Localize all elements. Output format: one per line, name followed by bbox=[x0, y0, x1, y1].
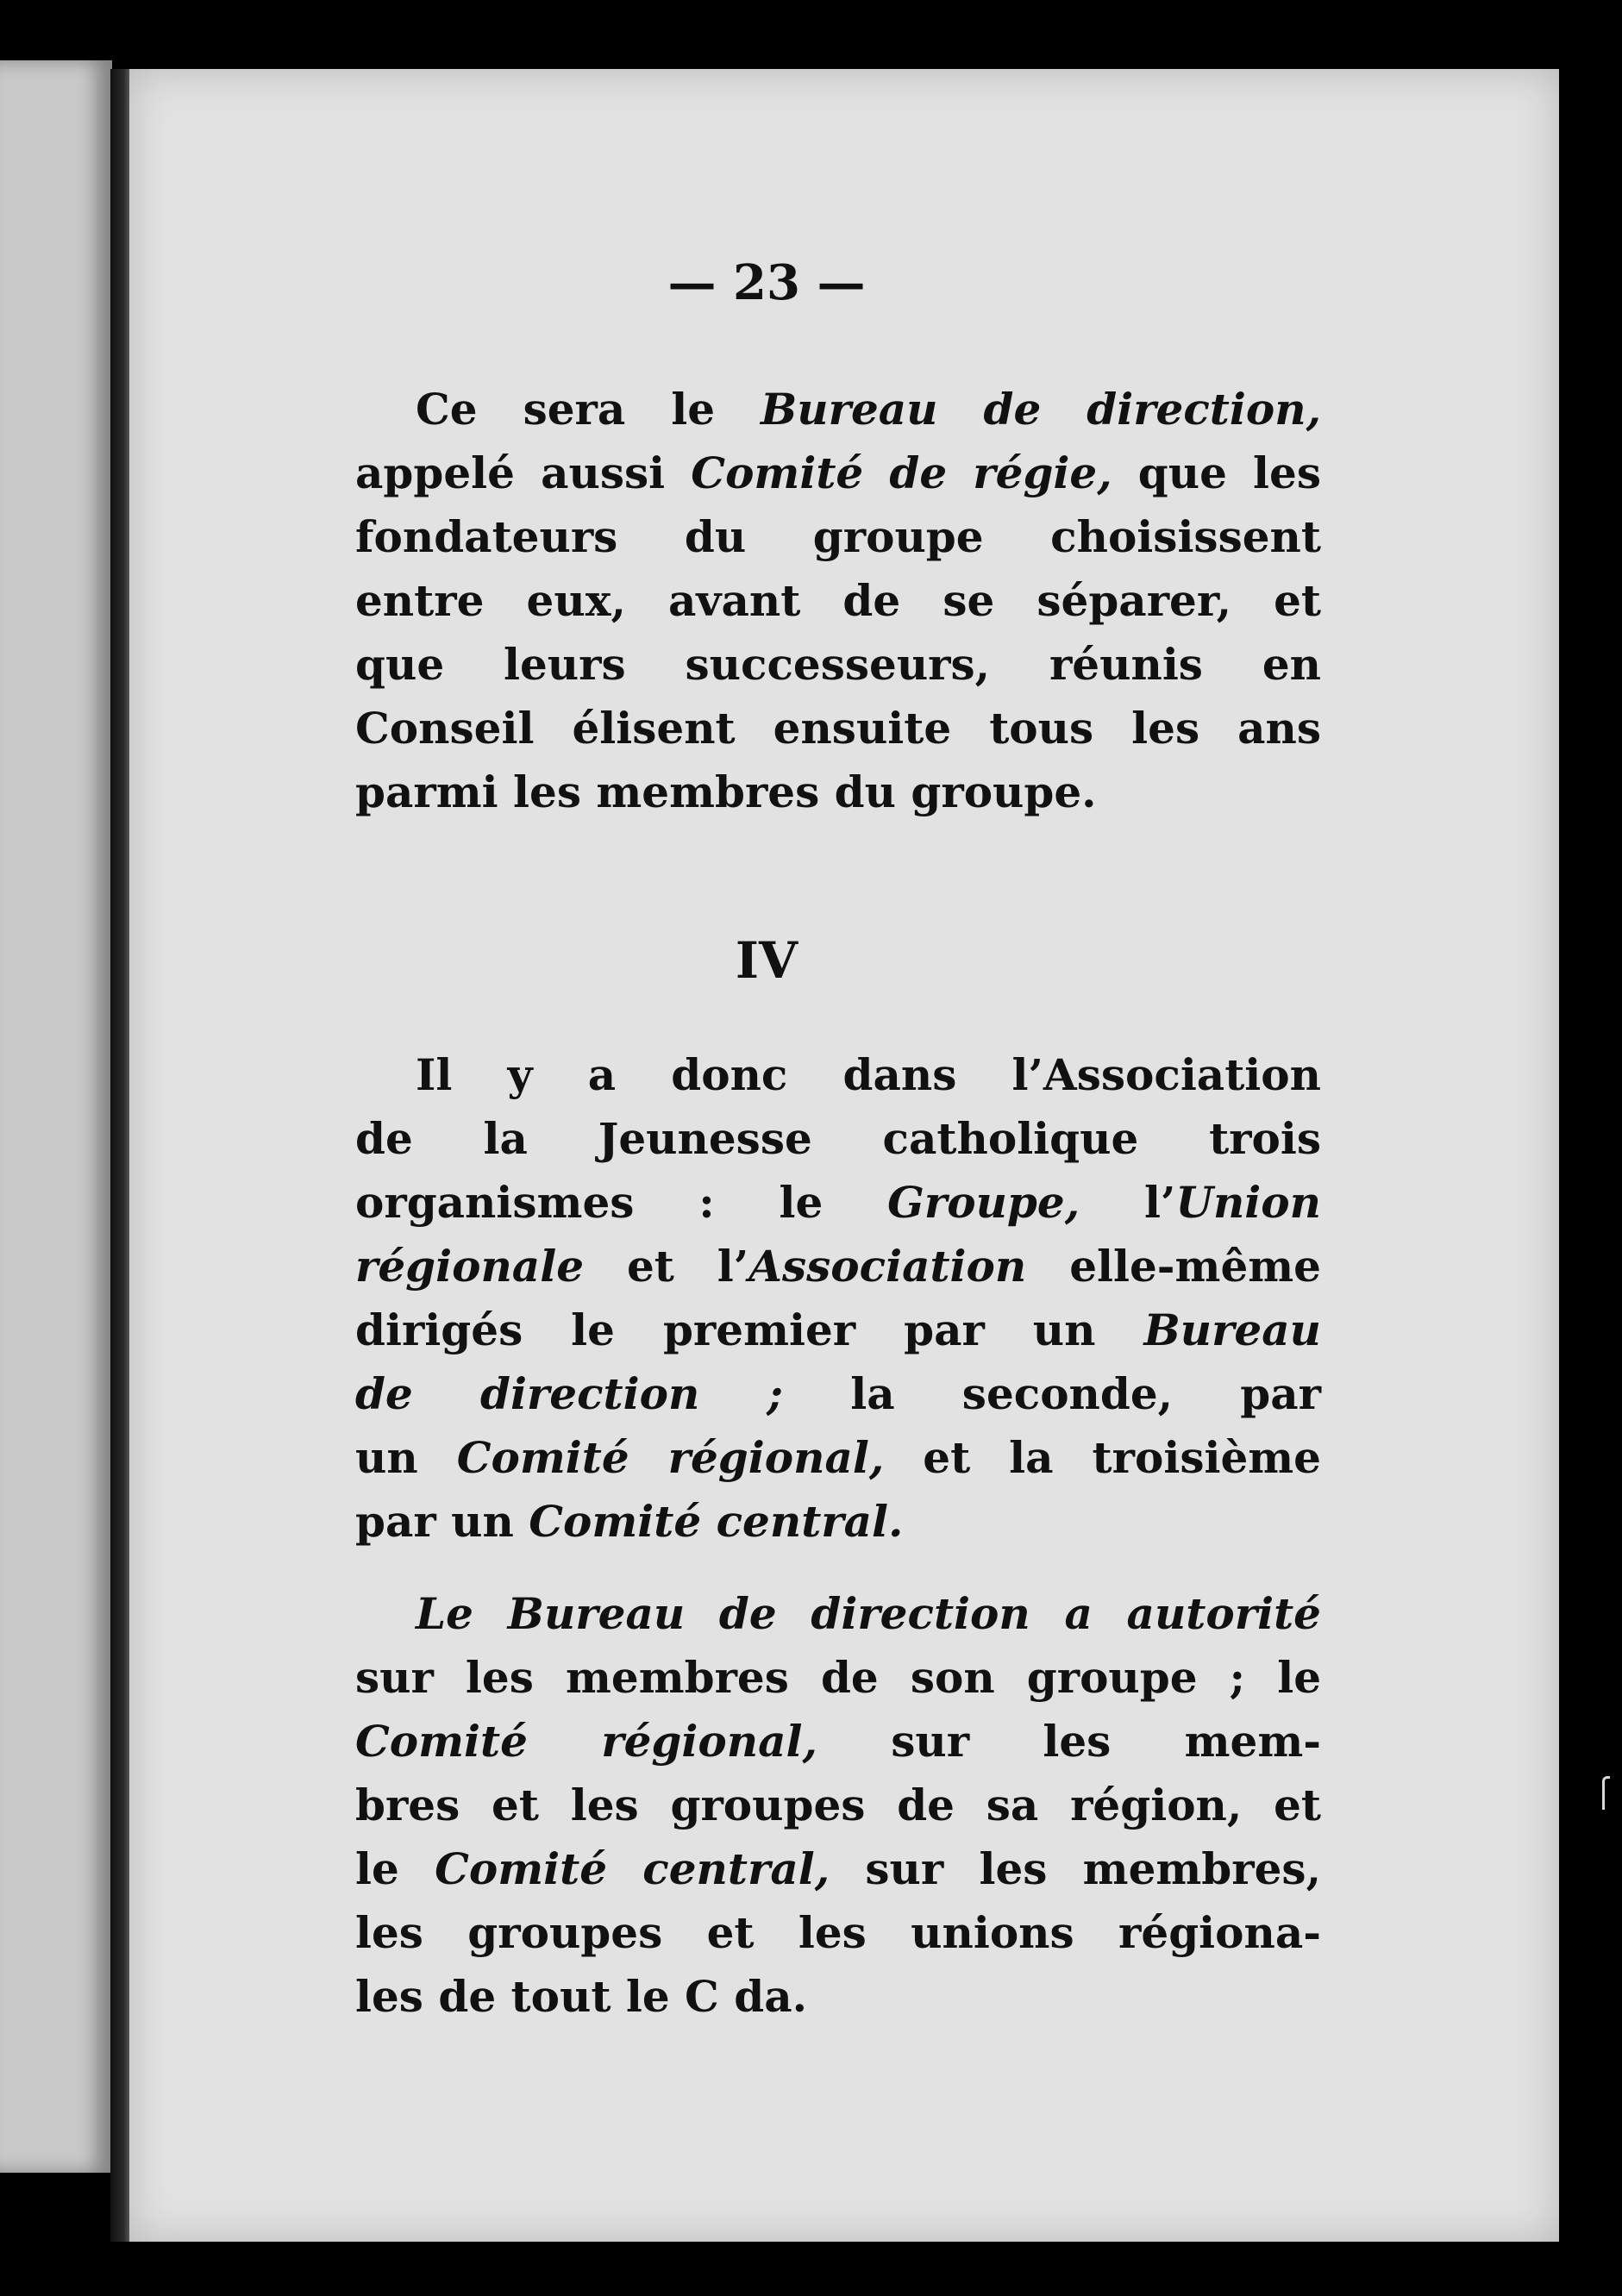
text-line bbox=[355, 1774, 1321, 1837]
text-line bbox=[355, 760, 1321, 824]
italic-text: de direction ; bbox=[355, 1368, 783, 1419]
facing-page-edge bbox=[0, 60, 112, 2173]
text-run: Conseil élisent ensuite tous les ans bbox=[355, 703, 1321, 754]
italic-text: Association bbox=[748, 1241, 1027, 1292]
text-run: parmi les membres du groupe. bbox=[355, 766, 1097, 817]
text-line bbox=[355, 1837, 1321, 1901]
text-run: sur les membres de son groupe ; le bbox=[355, 1652, 1321, 1703]
text-run: sur les membres, bbox=[830, 1843, 1321, 1894]
text-line bbox=[355, 1107, 1321, 1171]
text-run: Ce sera le bbox=[416, 384, 761, 435]
italic-text: Union bbox=[1175, 1177, 1321, 1228]
text-line bbox=[355, 1043, 1321, 1107]
text-line bbox=[355, 1362, 1321, 1426]
italic-text: Comité central, bbox=[435, 1843, 830, 1894]
text-run: dirigés le premier par un bbox=[355, 1304, 1144, 1355]
italic-text: Comité régional, bbox=[456, 1432, 885, 1483]
text-line bbox=[355, 697, 1321, 760]
text-run: appelé aussi bbox=[355, 447, 692, 498]
italic-text: Bureau de direction, bbox=[761, 384, 1321, 435]
text-line bbox=[355, 1582, 1321, 1646]
text-line bbox=[355, 1965, 1321, 2029]
italic-text: Groupe, bbox=[887, 1177, 1080, 1228]
text-run: elle-même bbox=[1026, 1241, 1321, 1292]
italic-text: régionale bbox=[355, 1241, 585, 1292]
text-line bbox=[355, 1235, 1321, 1298]
text-run: un bbox=[355, 1432, 457, 1483]
italic-text: Comité central. bbox=[529, 1496, 904, 1547]
text-line bbox=[355, 378, 1321, 441]
italic-text: Le Bureau de direction a autorité bbox=[416, 1588, 1321, 1639]
text-run: la seconde, par bbox=[783, 1368, 1322, 1419]
text-line bbox=[355, 1490, 1321, 1554]
text-line bbox=[355, 1298, 1321, 1362]
text-run: le bbox=[355, 1843, 435, 1894]
paragraph-1 bbox=[355, 378, 1321, 824]
text-run: l’ bbox=[1080, 1177, 1176, 1228]
text-run: les groupes et les unions régiona- bbox=[355, 1907, 1321, 1958]
text-run: et l’ bbox=[584, 1241, 749, 1292]
text-run: de la Jeunesse catholique trois bbox=[355, 1113, 1321, 1164]
text-run: organismes : le bbox=[355, 1177, 888, 1228]
text-run: sur les mem- bbox=[817, 1716, 1321, 1767]
italic-text: Comité régional, bbox=[355, 1716, 817, 1767]
text-line bbox=[355, 1901, 1321, 1965]
text-line bbox=[355, 1646, 1321, 1710]
italic-text: Comité de régie, bbox=[691, 447, 1112, 498]
text-line bbox=[355, 1171, 1321, 1235]
paragraph-3 bbox=[355, 1582, 1321, 2029]
text-run: bres et les groupes de sa région, et bbox=[355, 1780, 1321, 1830]
text-run: que leurs successeurs, réunis en bbox=[355, 639, 1321, 690]
text-run: entre eux, avant de se séparer, et bbox=[355, 575, 1321, 626]
text-line bbox=[355, 1426, 1321, 1490]
text-run: les de tout le C da. bbox=[355, 1971, 808, 2022]
text-run: que les bbox=[1112, 447, 1321, 498]
text-run: par un bbox=[355, 1496, 529, 1547]
text-run: fondateurs du groupe choisissent bbox=[355, 511, 1321, 562]
book-page bbox=[129, 69, 1559, 2242]
text-run: Il y a donc dans l’Association bbox=[416, 1049, 1321, 1100]
section-heading: IV bbox=[735, 931, 798, 990]
text-line bbox=[355, 505, 1321, 569]
page-number: — 23 — bbox=[667, 254, 866, 311]
text-line bbox=[355, 633, 1321, 697]
text-line bbox=[355, 441, 1321, 505]
text-line bbox=[355, 569, 1321, 633]
paragraph-2 bbox=[355, 1043, 1321, 1554]
scan-margin-mark bbox=[1602, 1776, 1610, 1810]
italic-text: Bureau bbox=[1143, 1304, 1321, 1355]
text-run: et la troisième bbox=[884, 1432, 1321, 1483]
text-line bbox=[355, 1710, 1321, 1774]
